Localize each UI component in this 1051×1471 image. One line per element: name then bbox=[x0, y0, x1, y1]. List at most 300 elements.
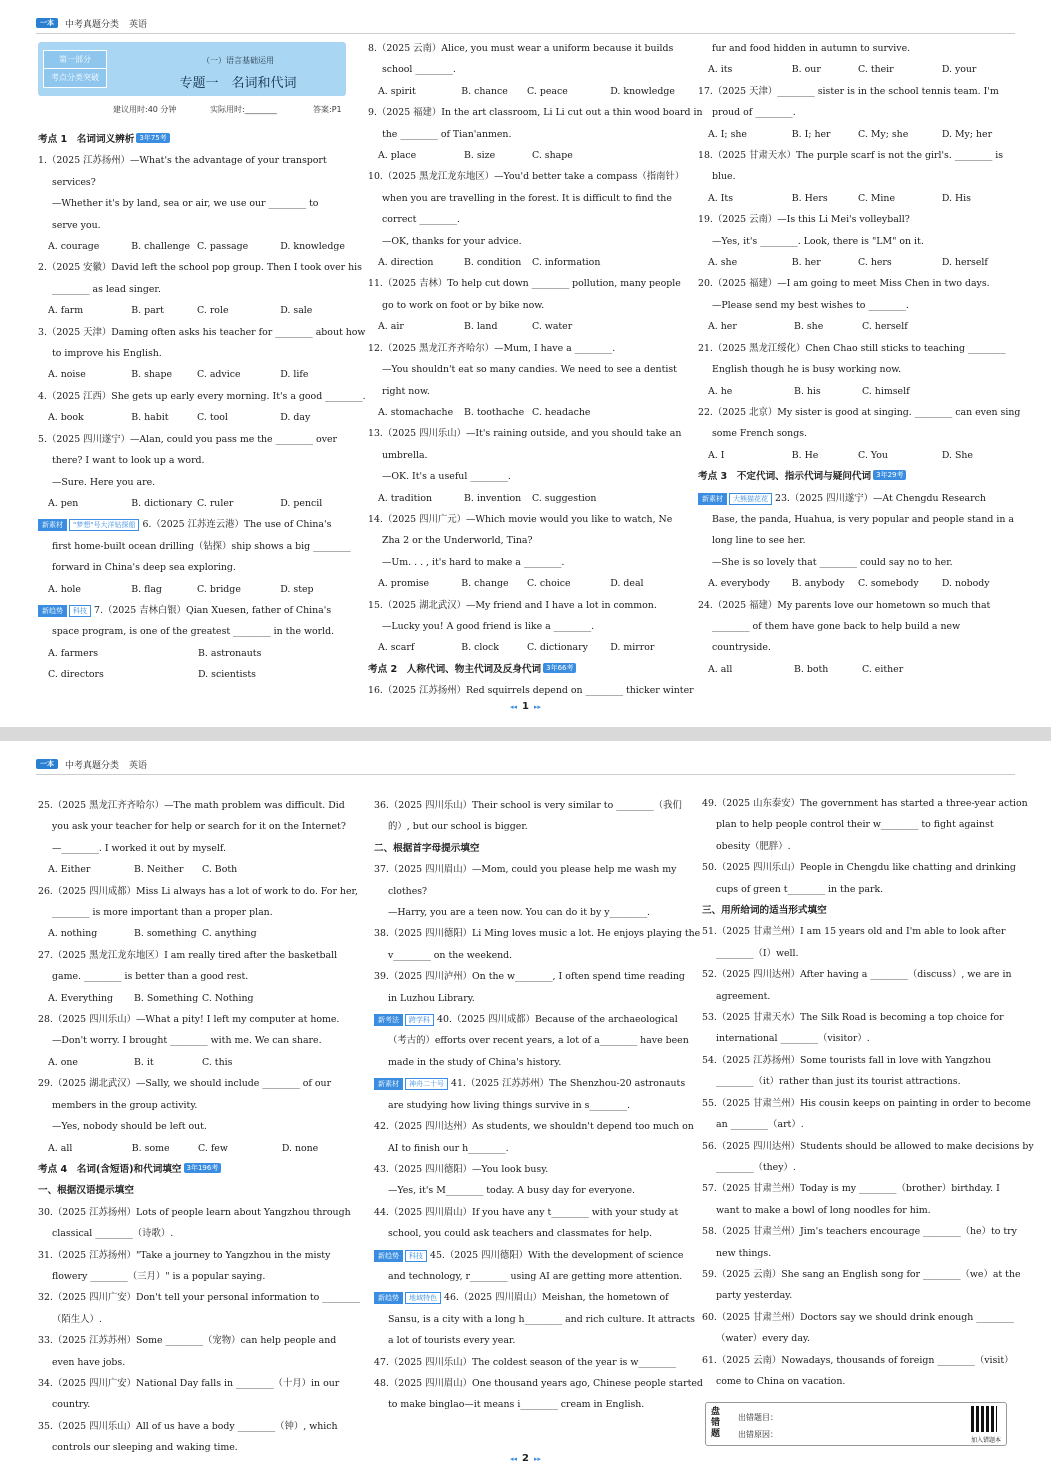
answer-options bbox=[368, 81, 678, 102]
question-stem bbox=[38, 795, 350, 816]
answer-options bbox=[368, 316, 678, 337]
answer-option[interactable]: A. I; she bbox=[708, 128, 747, 140]
answer-options bbox=[38, 493, 348, 514]
answer-option[interactable]: B. both bbox=[794, 663, 829, 675]
question-line bbox=[368, 530, 678, 551]
part-label: 第一部分 bbox=[44, 51, 106, 69]
question-line bbox=[702, 836, 1010, 857]
answer-option[interactable]: C. hers bbox=[858, 257, 892, 269]
question-stem bbox=[702, 964, 1010, 985]
question-line bbox=[368, 209, 678, 230]
question-text: 34.（2025 四川广安）National Day falls in ________（十月）in our bbox=[38, 1377, 340, 1389]
question-text: English though he is busy working now. bbox=[712, 364, 902, 376]
question-text: 16.（2025 江苏扬州）Red squirrels depend on ________ thicker winter bbox=[368, 685, 694, 697]
question-stem bbox=[698, 81, 1010, 102]
question-stem bbox=[374, 1116, 694, 1137]
frequency-badge: 3年196考 bbox=[184, 1163, 222, 1173]
answer-options bbox=[38, 1138, 350, 1159]
answer-option[interactable]: A. scarf bbox=[378, 642, 415, 654]
question-text: space program, is one of the greatest ________ in the world. bbox=[52, 626, 335, 638]
answer-option[interactable]: A. farm bbox=[48, 305, 84, 317]
question-text: ________ as lead singer. bbox=[52, 283, 161, 295]
topic-tag: 科技 bbox=[69, 605, 91, 617]
answer-option[interactable]: C. choice bbox=[527, 578, 571, 590]
answer-option[interactable]: D. She bbox=[941, 449, 973, 461]
answer-option[interactable]: A. I bbox=[708, 449, 725, 461]
answer-option[interactable]: B. her bbox=[791, 257, 821, 269]
answer-option[interactable]: A. tradition bbox=[378, 492, 433, 504]
answer-option[interactable]: D. nobody bbox=[941, 578, 990, 590]
question-text: game. ________ is better than a good rest. bbox=[52, 971, 249, 983]
answer-options bbox=[698, 573, 1010, 594]
question-line bbox=[38, 1394, 350, 1415]
question-line bbox=[368, 124, 678, 145]
question-stem bbox=[374, 1352, 682, 1373]
answer-option[interactable]: C. You bbox=[858, 449, 888, 461]
question-stem bbox=[38, 1416, 350, 1437]
answer-option[interactable]: D. mirror bbox=[610, 642, 655, 654]
answer-option[interactable]: A. place bbox=[378, 150, 417, 162]
topic-banner bbox=[38, 42, 346, 96]
answer-option[interactable]: C. dictionary bbox=[527, 642, 588, 654]
answer-option[interactable]: A. hole bbox=[48, 583, 81, 595]
question-line bbox=[698, 616, 1010, 637]
column bbox=[702, 793, 1034, 1392]
answer-option[interactable]: B. Hers bbox=[791, 192, 828, 204]
question-line bbox=[368, 188, 678, 209]
question-line bbox=[374, 945, 682, 966]
header-divider bbox=[36, 33, 1015, 34]
question-text: 44.（2025 四川眉山）If you have any t________ with your study at bbox=[374, 1206, 679, 1218]
question-line bbox=[702, 1157, 1010, 1178]
column bbox=[38, 795, 360, 1459]
answer-option[interactable]: B. shape bbox=[131, 369, 173, 381]
answer-option[interactable]: A. Its bbox=[708, 192, 734, 204]
question-text: members in the group activity. bbox=[52, 1099, 198, 1111]
answer-option[interactable]: C. advice bbox=[197, 369, 241, 381]
answer-option[interactable]: A. nothing bbox=[48, 928, 98, 940]
answer-option[interactable]: D. step bbox=[280, 583, 314, 595]
question-stem bbox=[38, 1330, 350, 1351]
question-line bbox=[698, 38, 1010, 59]
question-text: Zha 2 or the Underworld, Tina? bbox=[382, 535, 533, 547]
question-line bbox=[38, 172, 348, 193]
question-line bbox=[38, 902, 350, 923]
question-line bbox=[698, 231, 1010, 252]
answer-option[interactable]: B. chance bbox=[461, 85, 508, 97]
answer-option[interactable]: C. water bbox=[532, 321, 573, 333]
series-name: 中考真题分类 bbox=[65, 19, 120, 30]
question-stem bbox=[38, 600, 348, 621]
answer-option[interactable]: C. headache bbox=[532, 406, 591, 418]
answer-option[interactable]: C. either bbox=[862, 663, 904, 675]
question-text: 48.（2025 四川眉山）One thousand years ago, Chinese people started bbox=[374, 1377, 703, 1389]
question-text: 24.（2025 福建）My parents love our hometown so much that bbox=[698, 599, 991, 611]
actual-time: 实际用时:________ bbox=[210, 105, 277, 114]
question-text: 57.（2025 甘肃兰州）Today is my ________（brother）birthday. I bbox=[702, 1183, 1000, 1195]
question-text: umbrella. bbox=[382, 449, 428, 461]
page-header bbox=[36, 757, 157, 771]
question-stem bbox=[702, 1007, 1010, 1028]
answer-options bbox=[38, 579, 348, 600]
section-heading bbox=[38, 1180, 350, 1201]
answer-option[interactable]: B. Something bbox=[134, 992, 199, 1004]
question-stem bbox=[374, 1373, 703, 1394]
answer-options bbox=[38, 236, 348, 257]
question-text: —Harry, you are a teen now. You can do it by y________. bbox=[388, 907, 650, 919]
answer-options bbox=[698, 445, 1010, 466]
question-text: —________. I worked it out by myself. bbox=[52, 842, 226, 854]
section-heading bbox=[374, 838, 682, 859]
question-text: —She is so lovely that ________ could say no to her. bbox=[712, 556, 953, 568]
question-line bbox=[698, 509, 1014, 530]
qr-code-icon[interactable] bbox=[971, 1406, 997, 1432]
answer-option[interactable]: C. bridge bbox=[197, 583, 241, 595]
question-stem bbox=[38, 881, 358, 902]
subject-name: 英语 bbox=[129, 19, 148, 30]
question-text: 4.（2025 江西）She gets up early every morning. It's a good ________. bbox=[38, 390, 366, 402]
section-heading bbox=[368, 659, 678, 680]
answer-option[interactable]: B. habit bbox=[131, 412, 169, 424]
answer-option[interactable]: A. one bbox=[48, 1056, 78, 1068]
answer-options bbox=[368, 252, 678, 273]
answer-option[interactable]: C. My; she bbox=[858, 128, 909, 140]
answer-option[interactable]: B. change bbox=[461, 578, 509, 590]
answer-option[interactable]: A. everybody bbox=[708, 578, 770, 590]
answer-option[interactable]: A. Everything bbox=[48, 992, 114, 1004]
topic-tag: 地域特色 bbox=[405, 1292, 441, 1304]
answer-option[interactable]: A. noise bbox=[48, 369, 86, 381]
question-text: flowery ________（三月）" is a popular saying. bbox=[52, 1270, 266, 1282]
answer-option[interactable]: B. something bbox=[134, 928, 197, 940]
answer-options bbox=[38, 364, 348, 385]
answer-option[interactable]: C. information bbox=[532, 257, 601, 269]
answer-option[interactable]: B. clock bbox=[461, 642, 499, 654]
question-line bbox=[702, 879, 1010, 900]
answer-option[interactable]: C. suggestion bbox=[532, 492, 597, 504]
answer-options bbox=[698, 124, 1010, 145]
question-line bbox=[368, 445, 678, 466]
question-text: in Luzhou Library. bbox=[388, 992, 475, 1004]
answer-option[interactable]: B. invention bbox=[464, 492, 522, 504]
brand-logo: 一本 bbox=[36, 18, 58, 28]
question-text: 37.（2025 四川眉山）—Mom, could you please help me wash my bbox=[374, 864, 677, 876]
error-log-label: 盘错题 bbox=[711, 1407, 721, 1439]
question-text: Base, the panda, Huahua, is very popular and people stand in a bbox=[712, 513, 1014, 525]
answer-option[interactable]: A. air bbox=[378, 321, 404, 333]
answer-option[interactable]: A. farmers bbox=[48, 647, 99, 659]
question-stem bbox=[38, 322, 366, 343]
question-text: 9.（2025 福建）In the art classroom, Li Li cut out a thin wood board in bbox=[368, 107, 703, 119]
column bbox=[368, 38, 703, 702]
question-line bbox=[374, 816, 682, 837]
new-trend-tag: 新素材 bbox=[38, 519, 67, 531]
question-stem bbox=[702, 1307, 1014, 1328]
question-stem bbox=[368, 102, 703, 123]
answer-option[interactable]: A. spirit bbox=[378, 85, 416, 97]
new-trend-tag: 新趋势 bbox=[374, 1250, 403, 1262]
answer-option[interactable]: C. role bbox=[197, 305, 229, 317]
question-text: 36.（2025 四川乐山）Their school is very similar to ________（我们 bbox=[374, 800, 682, 811]
new-trend-tag: 新考法 bbox=[374, 1014, 403, 1026]
question-line bbox=[38, 816, 350, 837]
answer-option[interactable]: C. directors bbox=[48, 669, 104, 681]
answer-option[interactable]: B. anybody bbox=[791, 578, 845, 590]
question-stem bbox=[698, 595, 1010, 616]
question-line bbox=[698, 423, 1010, 444]
answer-option[interactable]: D. deal bbox=[610, 578, 644, 590]
question-line bbox=[374, 1266, 682, 1287]
answer-option[interactable]: C. himself bbox=[862, 385, 910, 397]
question-line bbox=[38, 279, 348, 300]
answer-option[interactable]: C. Mine bbox=[858, 192, 896, 204]
question-text: 52.（2025 四川达州）After having a ________（discuss）, we are in bbox=[702, 969, 1012, 981]
answer-options bbox=[38, 300, 348, 321]
answer-option[interactable]: C. anything bbox=[202, 928, 257, 940]
question-text: 25.（2025 黑龙江齐齐哈尔）—The math problem was difficult. Did bbox=[38, 800, 345, 811]
question-text: 13.（2025 四川乐山）—It's raining outside, and you should take an bbox=[368, 428, 682, 440]
question-stem bbox=[374, 1073, 686, 1094]
question-line bbox=[702, 1028, 1010, 1049]
answer-option[interactable]: D. My; her bbox=[941, 128, 993, 140]
question-text: an ________（art）. bbox=[716, 1119, 804, 1131]
answer-option[interactable]: A. courage bbox=[48, 241, 100, 253]
question-text: school ________. bbox=[382, 64, 456, 76]
new-trend-tag: 新趋势 bbox=[38, 605, 67, 617]
answer-option[interactable]: B. Neither bbox=[134, 864, 184, 876]
question-text: obesity（肥胖）. bbox=[716, 840, 791, 852]
question-text: party yesterday. bbox=[716, 1290, 793, 1302]
question-line bbox=[38, 536, 351, 557]
answer-option[interactable]: A. she bbox=[708, 257, 738, 269]
question-stem bbox=[38, 1009, 350, 1030]
answer-option[interactable]: D. your bbox=[941, 64, 977, 76]
question-text: —OK. It's a useful ________. bbox=[382, 471, 511, 483]
answer-option[interactable]: D. knowledge bbox=[280, 241, 345, 253]
question-text: 54.（2025 江苏扬州）Some tourists fall in love with Yangzhou bbox=[702, 1054, 991, 1066]
answer-option[interactable]: A. he bbox=[708, 385, 733, 397]
topic-tag: 跨学科 bbox=[405, 1014, 434, 1026]
answer-option[interactable]: A. book bbox=[48, 412, 84, 424]
question-text: 49.（2025 山东泰安）The government has started a three-year action bbox=[702, 798, 1028, 809]
answer-option[interactable]: D. scientists bbox=[198, 669, 256, 681]
question-line bbox=[698, 102, 1010, 123]
question-text: 22.（2025 北京）My sister is good at singing. ________ can even sing bbox=[698, 406, 1021, 418]
question-line bbox=[374, 881, 682, 902]
question-stem bbox=[368, 38, 678, 59]
question-stem bbox=[374, 1287, 682, 1308]
question-line bbox=[38, 1030, 350, 1051]
frequency-badge: 3年66考 bbox=[543, 663, 576, 673]
answer-option[interactable]: A. all bbox=[48, 1142, 73, 1154]
question-line bbox=[374, 1095, 682, 1116]
question-text: （water）every day. bbox=[716, 1333, 810, 1345]
question-text: v________ on the weekend. bbox=[388, 949, 513, 961]
new-trend-tag: 新素材 bbox=[698, 493, 727, 505]
question-text: —Don't worry. I brought ________ with me. We can share. bbox=[52, 1035, 322, 1047]
question-stem bbox=[368, 166, 685, 187]
page-1 bbox=[0, 0, 1051, 727]
answer-option[interactable]: B. she bbox=[794, 321, 824, 333]
question-stem bbox=[368, 338, 678, 359]
answer-option[interactable]: B. toothache bbox=[464, 406, 525, 418]
question-text: new things. bbox=[716, 1247, 772, 1259]
topic-subtitle: （一）语言基础运用 bbox=[202, 56, 274, 65]
section-title: 考点 2 人称代词、物主代词及反身代词 bbox=[368, 663, 542, 675]
answer-option[interactable]: D. pencil bbox=[280, 497, 323, 509]
question-text: proud of ________. bbox=[712, 107, 796, 119]
question-stem bbox=[374, 1009, 682, 1030]
answer-option[interactable]: D. knowledge bbox=[610, 85, 675, 97]
answer-options bbox=[368, 573, 678, 594]
question-line bbox=[702, 1243, 1010, 1264]
question-line bbox=[38, 450, 348, 471]
section-title: 二、根据首字母提示填空 bbox=[374, 842, 480, 854]
answer-option[interactable]: C. their bbox=[858, 64, 894, 76]
answer-option[interactable]: C. Both bbox=[202, 864, 238, 876]
answer-option[interactable]: B. some bbox=[131, 1142, 170, 1154]
question-text: 21.（2025 黑龙江绥化）Chen Chao still sticks to teaching ________ bbox=[698, 342, 1006, 354]
answer-option[interactable]: A. direction bbox=[378, 257, 434, 269]
question-text: 55.（2025 甘肃兰州）His cousin keeps on painting in order to become bbox=[702, 1097, 1031, 1109]
question-text: 45.（2025 四川德阳）With the development of science bbox=[430, 1249, 684, 1261]
answer-option[interactable]: A. all bbox=[708, 663, 733, 675]
question-line bbox=[368, 295, 678, 316]
question-text: 10.（2025 黑龙江龙东地区）—You'd better take a compass（指南针） bbox=[368, 171, 685, 183]
answer-option[interactable]: B. astronauts bbox=[198, 647, 262, 659]
answer-option[interactable]: C. tool bbox=[197, 412, 228, 424]
answer-option[interactable]: B. it bbox=[134, 1056, 154, 1068]
question-text: 20.（2025 福建）—I am going to meet Miss Chen in two days. bbox=[698, 278, 990, 290]
question-stem bbox=[38, 945, 350, 966]
question-stem bbox=[702, 921, 1010, 942]
column bbox=[374, 795, 703, 1416]
answer-option[interactable]: B. condition bbox=[464, 257, 522, 269]
answer-option[interactable]: A. promise bbox=[378, 578, 430, 590]
question-text: ________ of them have gone back to help build a new bbox=[712, 620, 961, 632]
question-text: 27.（2025 黑龙江龙东地区）I am really tired after the basketball bbox=[38, 949, 338, 961]
answer-options bbox=[38, 923, 350, 944]
answer-option[interactable]: B. size bbox=[464, 150, 496, 162]
question-stem bbox=[702, 1350, 1014, 1371]
question-text: 14.（2025 四川广元）—Which movie would you like to watch, Ne bbox=[368, 513, 673, 525]
question-line bbox=[374, 1030, 689, 1051]
answer-option[interactable]: C. ruler bbox=[197, 497, 234, 509]
answer-option[interactable]: B. his bbox=[794, 385, 821, 397]
question-text: —Yes, it's M________ today. A busy day for everyone. bbox=[388, 1185, 635, 1197]
question-text: 32.（2025 四川广安）Don't tell your personal information to ________ bbox=[38, 1292, 360, 1304]
question-stem bbox=[702, 1264, 1021, 1285]
question-text: （考古的）efforts over recent years, a lot of a________ have been bbox=[388, 1035, 689, 1047]
question-line bbox=[374, 1138, 682, 1159]
answer-option[interactable]: B. land bbox=[464, 321, 498, 333]
question-text: 19.（2025 云南）—Is this Li Mei's volleyball? bbox=[698, 214, 910, 226]
question-line bbox=[702, 1328, 1010, 1349]
question-stem bbox=[698, 338, 1010, 359]
question-text: when you are travelling in the forest. It is difficult to find the bbox=[382, 192, 672, 204]
answer-option[interactable]: A. its bbox=[708, 64, 733, 76]
answer-option[interactable]: B. our bbox=[791, 64, 821, 76]
question-text: 47.（2025 四川乐山）The coldest season of the year is w________ bbox=[374, 1356, 676, 1368]
question-text: 35.（2025 四川乐山）All of us have a body ________（钟）, which bbox=[38, 1420, 338, 1432]
brand-logo: 一本 bbox=[36, 759, 58, 769]
question-text: are studying how living things survive in s________. bbox=[388, 1099, 630, 1111]
question-line bbox=[698, 637, 1010, 658]
answer-option[interactable]: C. herself bbox=[862, 321, 908, 333]
question-text: serve you. bbox=[52, 219, 101, 231]
question-stem bbox=[368, 595, 678, 616]
question-line bbox=[38, 1223, 350, 1244]
question-line bbox=[38, 1266, 350, 1287]
question-line bbox=[368, 381, 678, 402]
section-title: 三、用所给词的适当形式填空 bbox=[702, 905, 827, 917]
question-text: want to make a bowl of long noodles for him. bbox=[716, 1204, 931, 1216]
answer-option[interactable]: B. I; her bbox=[791, 128, 831, 140]
question-line bbox=[374, 1309, 695, 1330]
answer-option[interactable]: A. pen bbox=[48, 497, 79, 509]
question-line bbox=[698, 552, 1010, 573]
topic-tag: 大熊猫花花 bbox=[729, 493, 772, 505]
answer-option[interactable]: C. shape bbox=[532, 150, 573, 162]
answer-option[interactable]: C. this bbox=[202, 1056, 233, 1068]
answer-option[interactable]: D. day bbox=[280, 412, 311, 424]
new-trend-tag: 新趋势 bbox=[374, 1292, 403, 1304]
answer-option[interactable]: B. dictionary bbox=[131, 497, 193, 509]
answer-option[interactable]: C. somebody bbox=[858, 578, 919, 590]
answer-option[interactable]: D. none bbox=[281, 1142, 319, 1154]
answer-option[interactable]: D. life bbox=[280, 369, 309, 381]
question-line bbox=[368, 59, 678, 80]
question-text: ________（it）rather than just its tourist attractions. bbox=[716, 1076, 961, 1088]
answer-option[interactable]: D. sale bbox=[280, 305, 313, 317]
answer-option[interactable]: D. His bbox=[941, 192, 971, 204]
question-stem bbox=[38, 514, 348, 535]
question-text: services? bbox=[52, 176, 96, 188]
answer-option[interactable]: B. flag bbox=[131, 583, 162, 595]
answer-option[interactable]: A. her bbox=[708, 321, 737, 333]
question-line bbox=[368, 359, 678, 380]
question-stem bbox=[38, 257, 362, 278]
error-log-box bbox=[705, 1402, 1007, 1446]
question-text: 11.（2025 吉林）To help cut down ________ pollution, many people bbox=[368, 278, 681, 290]
answer-option[interactable]: A. stomachache bbox=[378, 406, 454, 418]
answer-option[interactable]: A. Either bbox=[48, 864, 91, 876]
answer-option[interactable]: C. Nothing bbox=[202, 992, 254, 1004]
question-text: 29.（2025 湖北武汉）—Sally, we should include ________ of our bbox=[38, 1078, 332, 1090]
question-text: 5.（2025 四川遂宁）—Alan, could you pass me the ________ over bbox=[38, 433, 338, 445]
answer-option[interactable]: D. herself bbox=[941, 257, 988, 269]
question-text: even have jobs. bbox=[52, 1356, 126, 1368]
question-line bbox=[38, 1116, 350, 1137]
question-stem bbox=[698, 488, 1010, 509]
answer-options bbox=[698, 381, 1010, 402]
question-text: 40.（2025 四川成都）Because of the archaeological bbox=[437, 1014, 678, 1026]
question-line bbox=[374, 1180, 682, 1201]
answer-option[interactable]: B. He bbox=[791, 449, 819, 461]
question-stem bbox=[702, 1221, 1017, 1242]
answer-option[interactable]: C. peace bbox=[527, 85, 568, 97]
answer-option[interactable]: C. passage bbox=[197, 241, 249, 253]
answer-option[interactable]: B. part bbox=[131, 305, 164, 317]
section-heading bbox=[698, 466, 1010, 487]
error-question-line: 出错题目： bbox=[738, 1413, 778, 1422]
question-text: 58.（2025 甘肃兰州）Jim's teachers encourage ________（he）to try bbox=[702, 1226, 1017, 1238]
answer-option[interactable]: C. few bbox=[198, 1142, 228, 1154]
question-line bbox=[702, 1200, 1010, 1221]
answer-option[interactable]: B. challenge bbox=[131, 241, 191, 253]
answer-options bbox=[38, 407, 348, 428]
question-line bbox=[698, 530, 1010, 551]
